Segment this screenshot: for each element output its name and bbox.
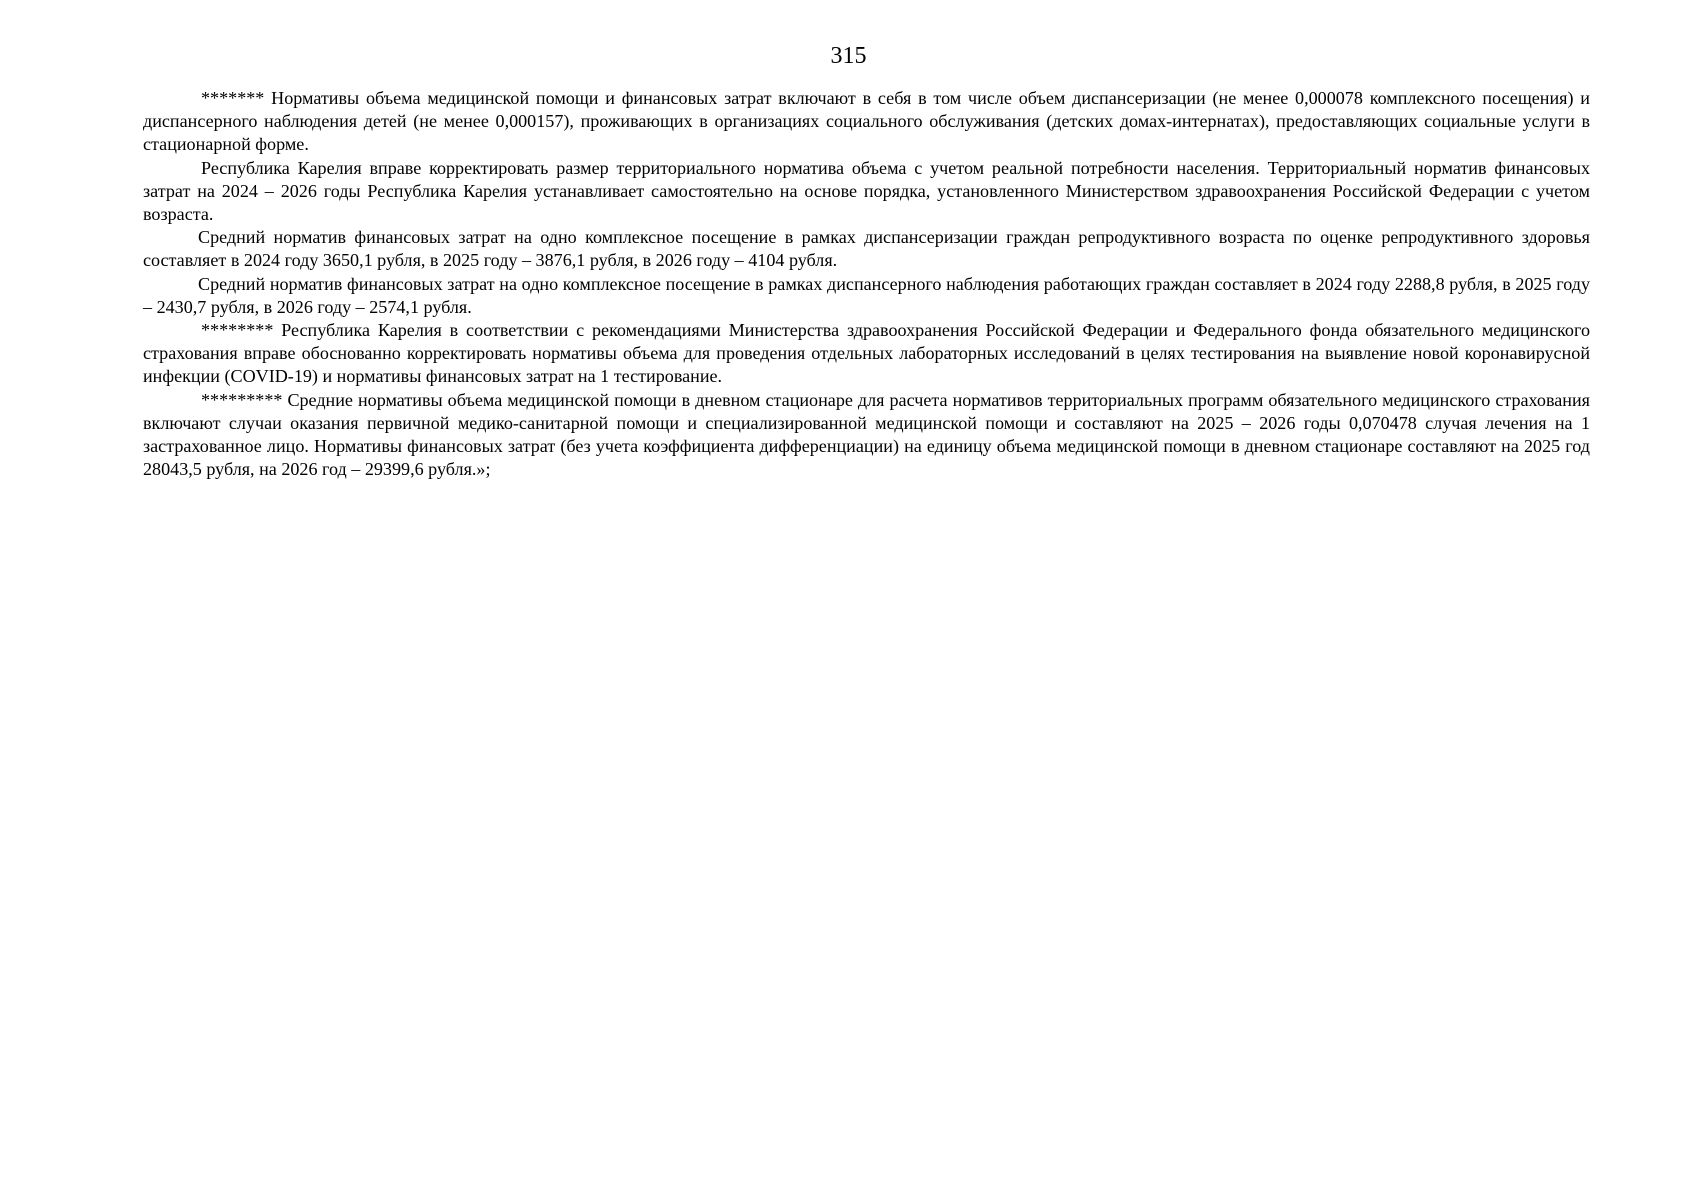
paragraph-footnote-8: ******** Республика Карелия в соответствии с рекомендациями Министерства здравоохранения Российской Федерации и Федерального фонда обязательного медицинского страхования вправе обоснованно корректировать нормативы объема для проведения отдельных лабораторных исследований в целях тестирования на выявление новой коронавирусной инфекции (COVID-19) и нормативы финансовых затрат на 1 тестирование. <box>143 320 1590 387</box>
page-number: 315 <box>830 43 867 69</box>
paragraph-reproductive-health-cost: Средний норматив финансовых затрат на одно комплексное посещение в рамках диспансеризации граждан репродуктивного возраста по оценке репродуктивного здоровья составляет в 2024 году 3650,1 рубля, в 2025 году – 3876,1 рубля, в 2026 году – 4104 рубля. <box>143 227 1590 271</box>
paragraph-karelia-normative: Республика Карелия вправе корректировать размер территориального норматива объема с учетом реальной потребности населения. Территориальный норматив финансовых затрат на 2024 – 2026 годы Республика Карелия устанавливает самостоятельно на основе порядка, установленного Министерством здравоохранения Российской Федерации с учетом возраста. <box>143 157 1590 225</box>
paragraph-footnote-9: ********* Средние нормативы объема медицинской помощи в дневном стационаре для расчета нормативов территориальных программ обязательного медицинского страхования включают случаи оказания первичной медико-санитарной помощи и специализированной медицинской помощи и составляют на 2025 – 2026 годы 0,070478 случая лечения на 1 застрахованное лицо. Нормативы финансовых затрат (без учета коэффициента дифференциации) на единицу объема медицинской помощи в дневном стационаре составляют на 2025 год 28043,5 рубля, на 2026 год – 29399,6 рубля.»; <box>143 389 1590 480</box>
paragraph-footnote-7: ******* Нормативы объема медицинской помощи и финансовых затрат включают в себя в том числе объем диспансеризации (не менее 0,000078 комплексного посещения) и диспансерного наблюдения детей (не менее 0,000157), проживающих в организациях социального обслуживания (детских домах-интернатах), предоставляющих социальные услуги в стационарной форме. <box>143 88 1590 155</box>
document-body <box>143 87 1590 481</box>
paragraph-working-citizens-cost: Средний норматив финансовых затрат на одно комплексное посещение в рамках диспансерного наблюдения работающих граждан составляет в 2024 году 2288,8 рубля, в 2025 году – 2430,7 рубля, в 2026 году – 2574,1 рубля. <box>143 273 1590 317</box>
